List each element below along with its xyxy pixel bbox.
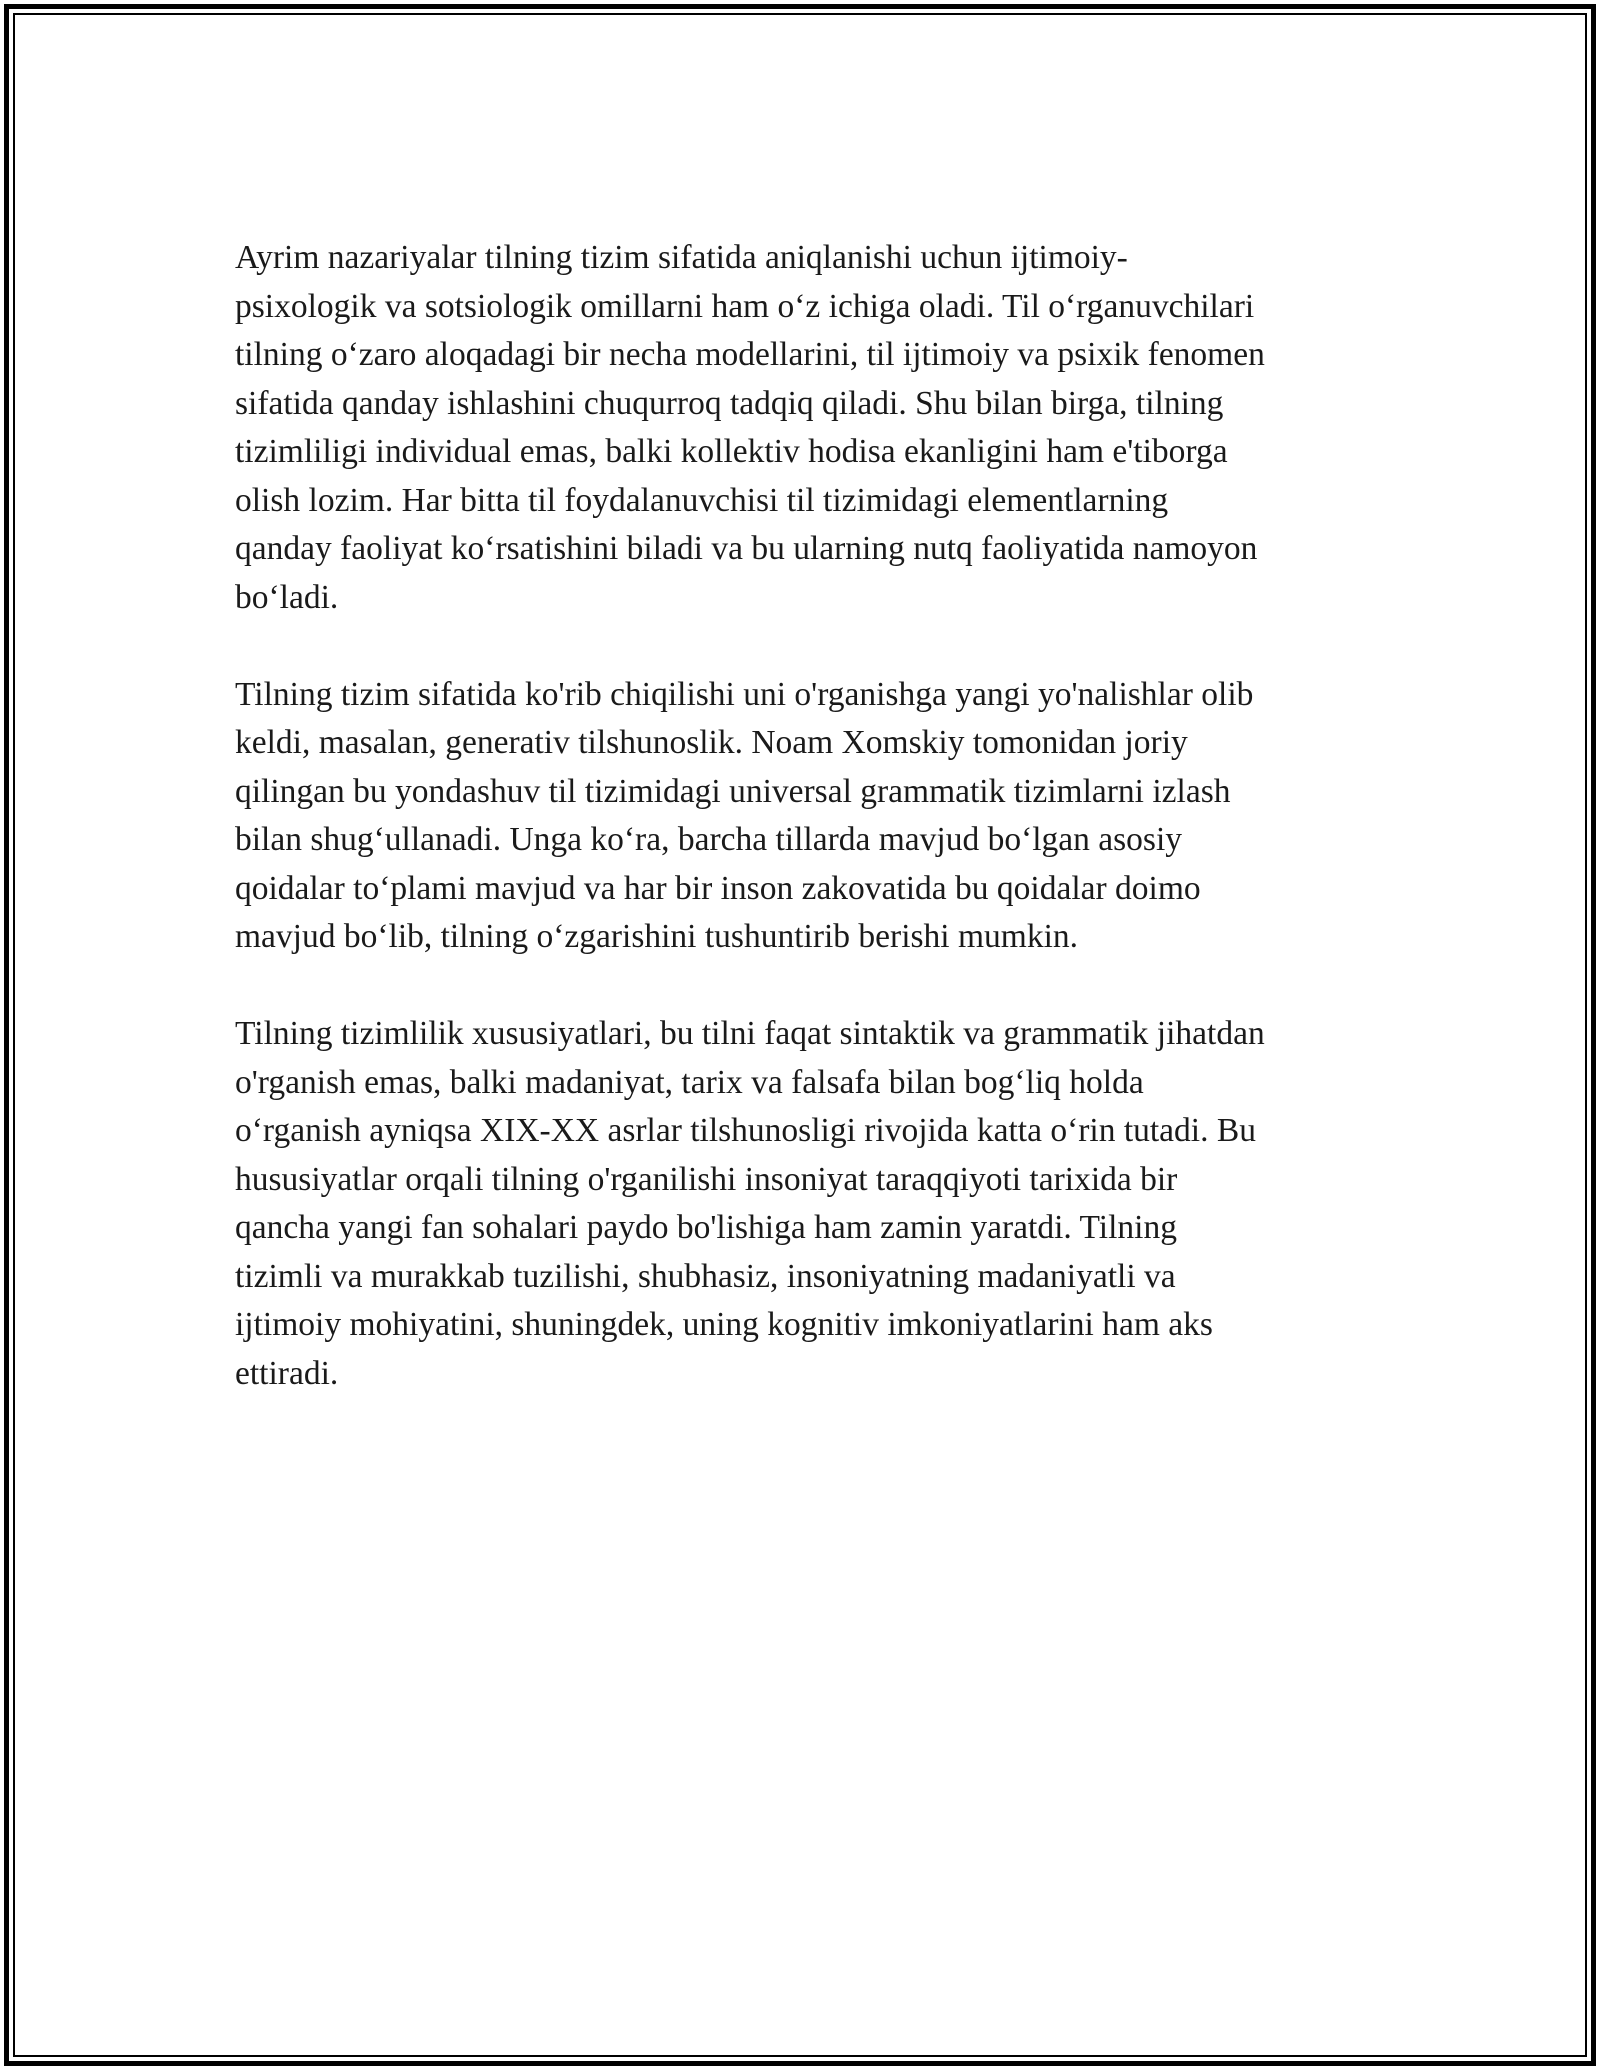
document-body xyxy=(235,234,1365,1447)
paragraph-1: Ayrim nazariyalar tilning tizim sifatida aniqlanishi uchun ijtimoiy- psixologik va sotsiologik omillarni ham o‘z ichiga oladi. Til o‘rganuvchilari tilning o‘zaro aloqadagi bir necha modellarini, til ijtimoiy va psixik fenomen sifatida qanday ishlashini chuqurroq tadqiq qiladi. Shu bilan birga, tilning tizimliligi individual emas, balki kollektiv hodisa ekanligini ham e'tiborga olish lozim. Har bitta til foydalanuvchisi til tizimidagi elementlarning qanday faoliyat ko‘rsatishini biladi va bu ularning nutq faoliyatida namoyon bo‘ladi. xyxy=(235,239,1265,616)
paragraph-2: Tilning tizim sifatida ko'rib chiqilishi uni o'rganishga yangi yo'nalishlar olib keldi, masalan, generativ tilshunoslik. Noam Xomskiy tomonidan joriy qilingan bu yondashuv til tizimidagi universal grammatik tizimlarni izlash bilan shug‘ullanadi. Unga ko‘ra, barcha tillarda mavjud bo‘lgan asosiy qoidalar to‘plami mavjud va har bir inson zakovatida bu qoidalar doimo mavjud bo‘lib, tilning o‘zgarishini tushuntirib berishi mumkin. xyxy=(235,675,1254,955)
paragraph-3: Tilning tizimlilik xususiyatlari, bu tilni faqat sintaktik va grammatik jihatdan o'rganish emas, balki madaniyat, tarix va falsafa bilan bog‘liq holda o‘rganish ayniqsa XIX-XX asrlar tilshunosligi rivojida katta o‘rin tutadi. Bu hususiyatlar orqali tilning o'rganilishi insoniyat taraqqiyoti tarixida bir qancha yangi fan sohalari paydo bo'lishiga ham zamin yaratdi. Tilning tizimli va murakkab tuzilishi, shubhasiz, insoniyatning madaniyatli va ijtimoiy mohiyatini, shuningdek, uning kognitiv imkoniyatlarini ham aks ettiradi. xyxy=(235,1015,1265,1392)
